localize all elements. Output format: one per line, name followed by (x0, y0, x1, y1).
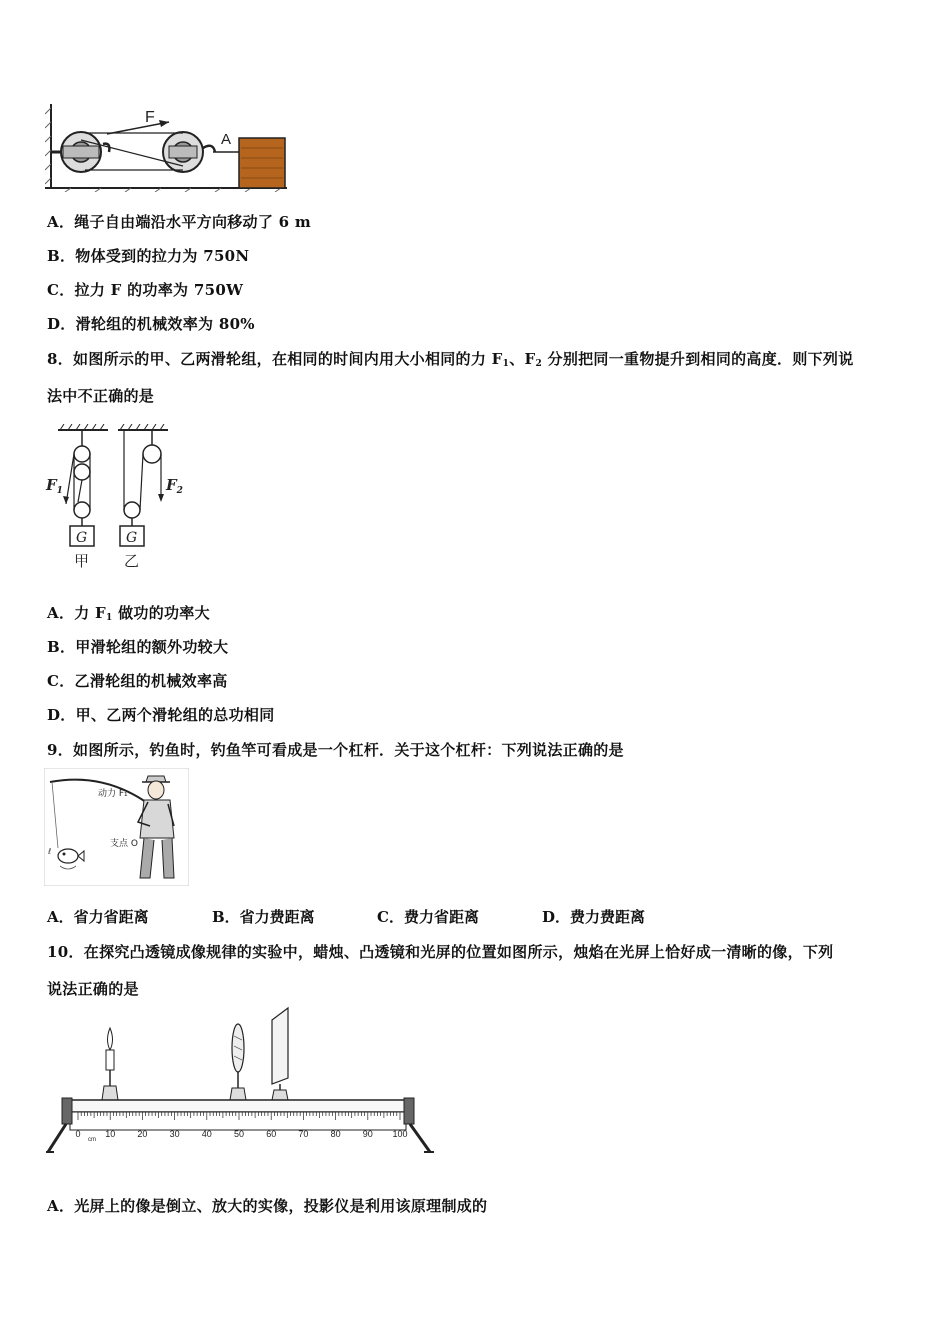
f2-sub-label: 2 (176, 486, 183, 496)
svg-text:ℓ: ℓ (48, 847, 52, 856)
svg-text:F2 (165, 476, 183, 496)
q10-stem-line2: 说法正确的是 (47, 980, 139, 998)
yi-label: 乙 (124, 552, 140, 570)
yi-movable-pulley-icon (124, 502, 140, 518)
q9-option-b: B．省力费距离 (212, 908, 315, 926)
f1-sub-label: 1 (56, 486, 63, 496)
force-f-label: F (145, 109, 155, 126)
pivot-label: 支点 O (110, 839, 138, 849)
q8-option-a-pre: A．力 F (47, 604, 107, 622)
ruler-tick-label: 70 (298, 1129, 309, 1139)
ruler-tick-label: 90 (362, 1129, 373, 1139)
q8-option-a-post: 做功的功率大 (112, 604, 210, 622)
q7-option-b: B．物体受到的拉力为 750N (47, 247, 250, 265)
f2-label: F (166, 476, 177, 494)
q8-sub2: 2 (535, 359, 542, 369)
q9-option-d: D．费力费距离 (542, 908, 646, 926)
q8-stem-part3: 分别把同一重物提升到相同的高度．则下列说 (542, 350, 854, 368)
ruler-tick-label: 30 (169, 1129, 180, 1139)
ruler-tick-label: 50 (233, 1129, 245, 1139)
ruler-tick-label: 60 (266, 1129, 277, 1139)
jia-fixed-pulley-icon (74, 446, 90, 462)
q8-stem-part1: 8．如图所示的甲、乙两滑轮组，在相同的时间内用大小相同的力 F (47, 350, 503, 368)
ruler-tick-label: 80 (330, 1129, 341, 1139)
q9-stem: 9．如图所示，钓鱼时，钓鱼竿可看成是一个杠杆．关于这个杠杆：下列说法正确的是 (47, 741, 624, 759)
ruler-tick-label: 20 (137, 1129, 148, 1139)
candle-icon (102, 1028, 118, 1100)
q7-option-c: C．拉力 F 的功率为 750W (47, 281, 244, 299)
wooden-block-icon (239, 138, 285, 188)
q7-option-d: D．滑轮组的机械效率为 80% (47, 315, 255, 333)
q9-option-a: A．省力省距离 (47, 908, 149, 926)
q7-pulley-figure (45, 100, 290, 192)
light-screen-icon (272, 1008, 288, 1100)
q8-option-d: D．甲、乙两个滑轮组的总功相同 (47, 706, 275, 724)
ruler-tick-label: 40 (201, 1129, 212, 1139)
q8-option-a-sub: 1 (106, 613, 113, 623)
effort-force-label: 动力 F₁ (98, 789, 128, 799)
ruler-unit-label: cm (88, 1137, 96, 1143)
f1-label: F (46, 476, 57, 494)
ruler-tick-label: 100 (392, 1129, 408, 1139)
convex-lens-icon (230, 1024, 246, 1100)
yi-weight-label: G (126, 530, 138, 546)
q8-option-c: C．乙滑轮组的机械效率高 (47, 672, 228, 690)
ruler-tick-label: 0 (75, 1129, 81, 1139)
q7-option-a: A．绳子自由端沿水平方向移动了 6 m (47, 213, 312, 231)
point-a-label: A (221, 131, 232, 148)
q8-option-a (47, 602, 210, 623)
q9-option-c: C．费力省距离 (377, 908, 479, 926)
q8-pulley-figure (44, 424, 194, 574)
q10-option-a: A．光屏上的像是倒立、放大的实像，投影仪是利用该原理制成的 (47, 1197, 488, 1215)
jia-movable-pulley-icon (74, 502, 90, 518)
svg-text:F1 (45, 476, 63, 496)
yi-fixed-pulley-icon (143, 445, 161, 463)
q8-option-b: B．甲滑轮组的额外功较大 (47, 638, 229, 656)
q8-sub1: 1 (502, 359, 510, 369)
jia-weight-label: G (76, 530, 88, 546)
ruler-tick-label: 10 (105, 1129, 116, 1139)
q10-stem-line1: 10．在探究凸透镜成像规律的实验中，蜡烛、凸透镜和光屏的位置如图所示，烛焰在光屏上恰好成一清晰的像，下列 (47, 943, 834, 961)
q8-stem-part2: 、F (509, 350, 536, 368)
q8-stem-line2: 法中不正确的是 (47, 387, 155, 405)
q10-optical-bench-figure (44, 1006, 436, 1156)
jia-label: 甲 (74, 552, 90, 570)
q8-stem (47, 348, 854, 369)
q9-fishing-figure (44, 768, 189, 886)
